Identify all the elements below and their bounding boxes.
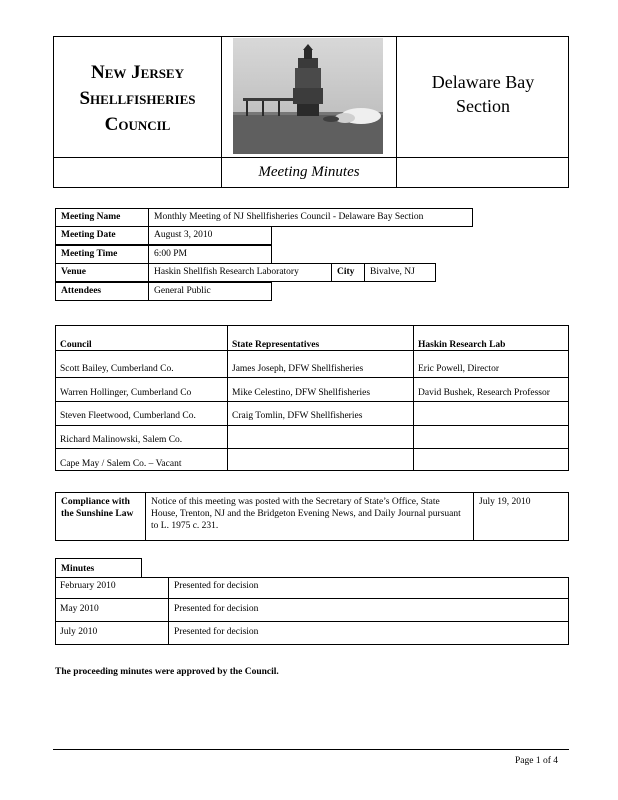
minutes-status: Presented for decision [174,581,259,591]
minutes-date: February 2010 [60,581,116,591]
page-number: Page 1 of 4 [515,756,559,766]
attendance-cell: Scott Bailey, Cumberland Co. [60,364,174,374]
attendees-label: Attendees [55,282,149,301]
attendance-header-council: Council [60,340,92,350]
org-name-line3: Council [104,114,171,135]
org-name-line2: Shellfisheries [79,88,196,109]
minutes-status: Presented for decision [174,604,259,614]
attendance-cell: Warren Hollinger, Cumberland Co [60,388,192,398]
minutes-row-line-2 [55,621,569,622]
meeting-time-label: Meeting Time [55,245,149,264]
attendance-cell: Craig Tomlin, DFW Shellfisheries [232,411,363,421]
org-name-line1: New Jersey [91,62,184,83]
header-divider-horizontal [53,157,569,158]
city-value: Bivalve, NJ [364,263,436,282]
attendance-header-state: State Representatives [232,340,320,350]
minutes-row-line-1 [55,598,569,599]
attendance-col-divider-2 [413,325,414,471]
footer-rule [53,749,569,750]
city-label: City [331,263,365,282]
minutes-date: May 2010 [60,604,99,614]
attendance-row-line-3 [55,425,569,426]
attendance-cell: Mike Celestino, DFW Shellfisheries [232,388,371,398]
compliance-date: July 19, 2010 [473,492,569,541]
section-name: Delaware Bay Section [431,72,535,116]
minutes-status: Presented for decision [174,627,259,637]
approval-statement: The proceeding minutes were approved by the Council. [55,667,279,677]
minutes-date: July 2010 [60,627,98,637]
attendance-cell: David Bushek, Research Professor [418,388,550,398]
header-divider-right [396,36,397,188]
attendance-cell: Cape May / Salem Co. – Vacant [60,459,182,469]
minutes-col-divider [168,577,169,645]
meeting-name-label: Meeting Name [55,208,149,227]
attendance-row-line-4 [55,448,569,449]
venue-value: Haskin Shellfish Research Laboratory [148,263,332,282]
meeting-date-label: Meeting Date [55,226,149,245]
doc-title: Meeting Minutes [258,164,360,180]
attendance-row-line-2 [55,401,569,402]
lighthouse-photo [233,38,383,154]
attendance-col-divider-1 [227,325,228,471]
attendance-cell: Steven Fleetwood, Cumberland Co. [60,411,196,421]
attendance-cell: James Joseph, DFW Shellfisheries [232,364,364,374]
compliance-label: Compliance with the Sunshine Law [55,492,146,541]
minutes-title: Minutes [55,558,142,578]
meeting-date-value: August 3, 2010 [148,226,272,245]
minutes-table [55,577,569,645]
attendance-cell: Eric Powell, Director [418,364,499,374]
attendance-header-haskin: Haskin Research Lab [418,340,506,350]
compliance-text: Notice of this meeting was posted with the Secretary of State’s Office, State House, Trenton, NJ and the Bridgeton Evening News, and Daily Journal pursuant to L. 1975 c. 231. [145,492,474,541]
meeting-time-value: 6:00 PM [148,245,272,264]
attendance-row-line-1 [55,377,569,378]
attendees-value: General Public [148,282,272,301]
org-name [54,60,221,138]
meeting-name-value: Monthly Meeting of NJ Shellfisheries Council - Delaware Bay Section [148,208,473,227]
venue-label: Venue [55,263,149,282]
attendance-cell: Richard Malinowski, Salem Co. [60,435,183,445]
